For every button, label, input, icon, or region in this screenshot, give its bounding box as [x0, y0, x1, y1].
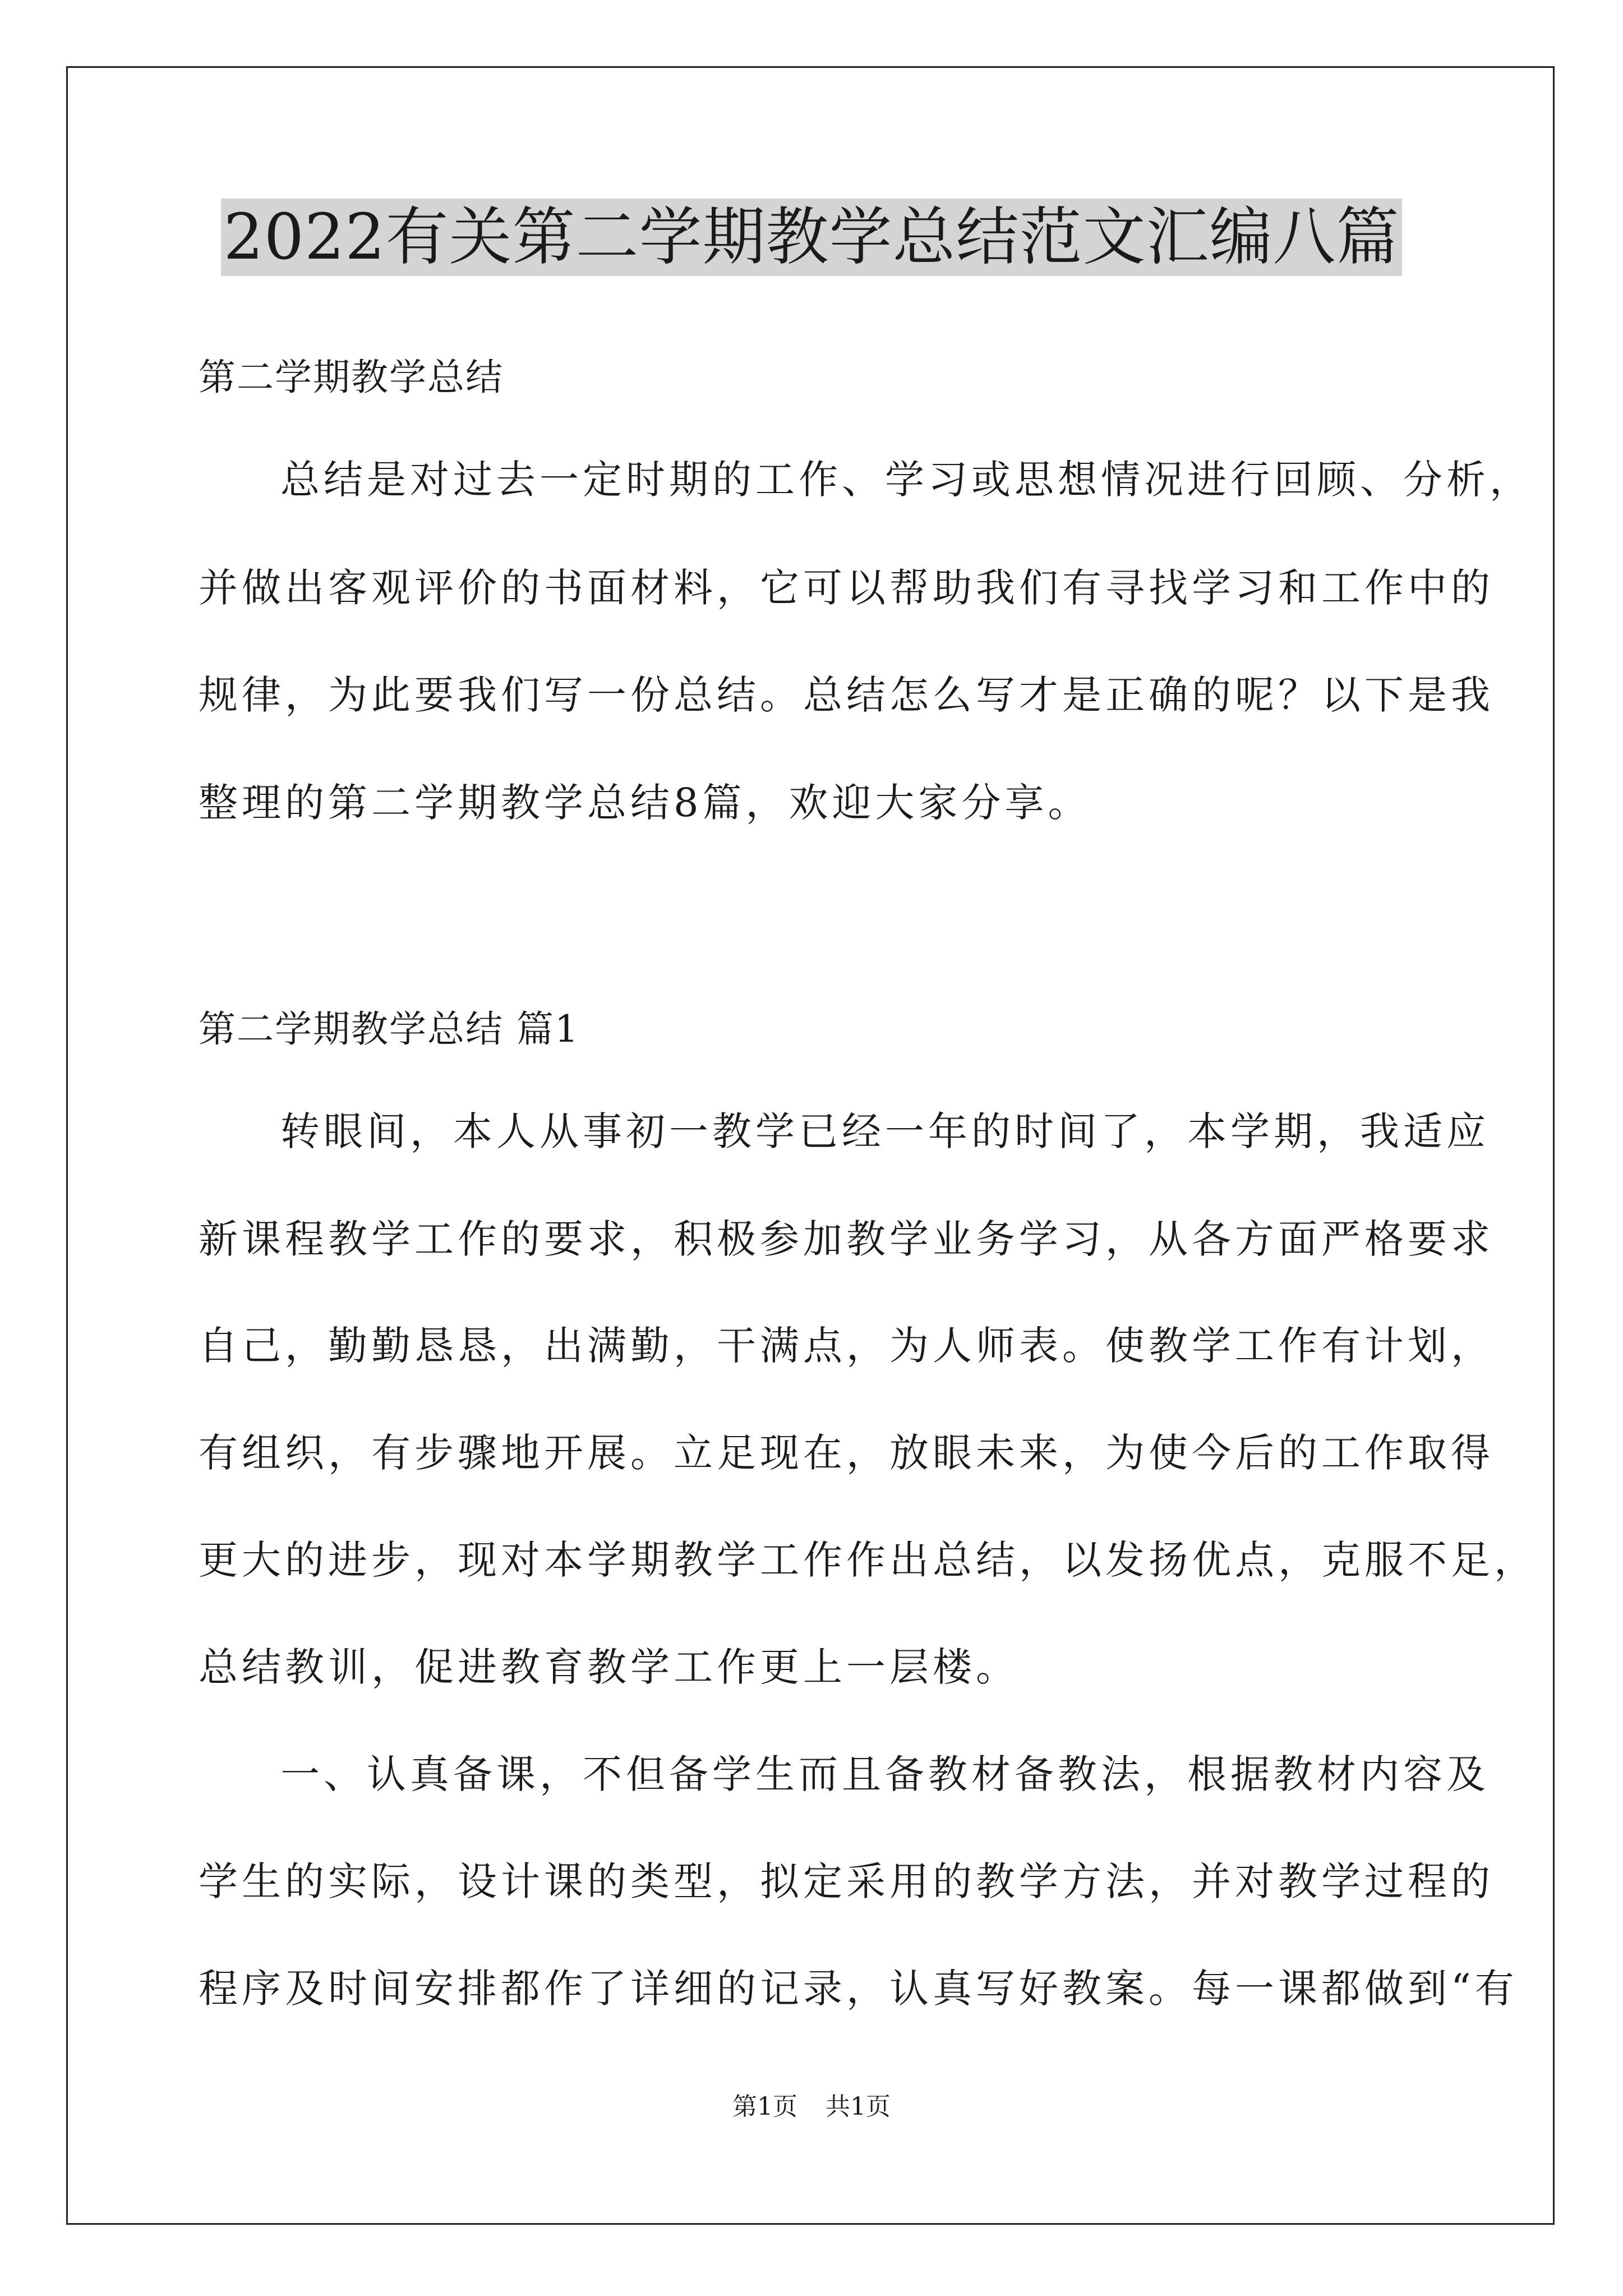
- intro-line: 规律，为此要我们写一份总结。总结怎么写才是正确的呢？以下是我: [199, 672, 1494, 718]
- section1-para2-line: 一、认真备课，不但备学生而且备教材备教法，根据教材内容及: [280, 1751, 1490, 1797]
- section1-para2-line: 程序及时间安排都作了详细的记录，认真写好教案。每一课都做到“有: [199, 1966, 1518, 2012]
- page-number-total: 共1页: [826, 2092, 891, 2121]
- intro-line: 并做出客观评价的书面材料，它可以帮助我们有寻找学习和工作中的: [199, 565, 1494, 611]
- intro-heading: 第二学期教学总结: [199, 356, 504, 399]
- section1-para1-line: 有组织，有步骤地开展。立足现在，放眼未来，为使今后的工作取得: [199, 1430, 1494, 1476]
- intro-line: 总结是对过去一定时期的工作、学习或思想情况进行回顾、分析，: [280, 457, 1533, 503]
- document-title-text: 2022有关第二学期教学总结范文汇编八篇: [221, 199, 1401, 276]
- section1-para1-line: 总结教训，促进教育教学工作更上一层楼。: [199, 1644, 1019, 1690]
- section1-para1-line: 转眼间，本人从事初一教学已经一年的时间了，本学期，我适应: [280, 1108, 1490, 1154]
- section1-para2-line: 学生的实际，设计课的类型，拟定采用的教学方法，并对教学过程的: [199, 1858, 1494, 1904]
- intro-line: 整理的第二学期教学总结8篇，欢迎大家分享。: [199, 780, 1091, 826]
- section-heading: 第二学期教学总结 篇1: [199, 1007, 579, 1051]
- section1-para1-line: 自己，勤勤恳恳，出满勤，干满点，为人师表。使教学工作有计划，: [199, 1323, 1494, 1369]
- section1-para1-line: 新课程教学工作的要求，积极参加教学业务学习，从各方面严格要求: [199, 1216, 1494, 1262]
- section1-para1-line: 更大的进步，现对本学期教学工作作出总结，以发扬优点，克服不足，: [199, 1537, 1537, 1583]
- page-footer: [0, 2090, 1623, 2124]
- document-title: [0, 195, 1623, 279]
- page-number-current: 第1页: [732, 2092, 797, 2121]
